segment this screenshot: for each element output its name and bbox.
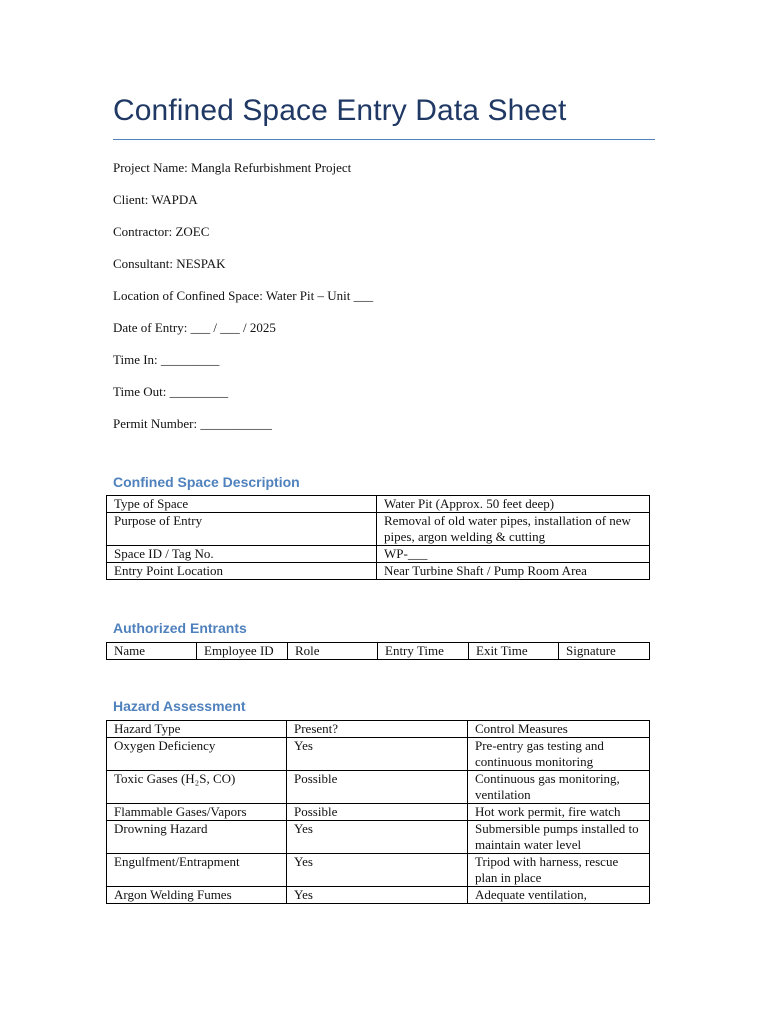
column-header: Exit Time [469, 643, 559, 660]
table-cell: Entry Point Location [107, 563, 377, 580]
column-header: Role [288, 643, 378, 660]
table-row [107, 546, 650, 563]
table-cell: Flammable Gases/Vapors [107, 804, 287, 821]
table-cell: Yes [287, 738, 468, 771]
table-cell: Near Turbine Shaft / Pump Room Area [377, 563, 650, 580]
table-cell: Possible [287, 771, 468, 804]
table-cell: Engulfment/Entrapment [107, 854, 287, 887]
table-row [107, 563, 650, 580]
table-row [107, 887, 650, 904]
title-underline [113, 139, 655, 140]
hazard-table [106, 720, 650, 904]
table-row [107, 771, 650, 804]
column-header: Name [107, 643, 197, 660]
column-header: Employee ID [197, 643, 288, 660]
table-cell: Tripod with harness, rescue plan in place [468, 854, 650, 887]
table-cell: Water Pit (Approx. 50 feet deep) [377, 496, 650, 513]
consultant-line: Consultant: NESPAK [113, 256, 226, 271]
table-cell: Yes [287, 821, 468, 854]
table-row [107, 738, 650, 771]
table-cell: Yes [287, 887, 468, 904]
project-name-line: Project Name: Mangla Refurbishment Project [113, 160, 352, 175]
table-cell: Drowning Hazard [107, 821, 287, 854]
table-cell: Adequate ventilation, [468, 887, 650, 904]
table-cell: Type of Space [107, 496, 377, 513]
location-line: Location of Confined Space: Water Pit – Unit ___ [113, 288, 374, 303]
table-cell: Argon Welding Fumes [107, 887, 287, 904]
table-cell: Pre-entry gas testing and continuous monitoring [468, 738, 650, 771]
entrants-heading: Authorized Entrants [113, 620, 247, 636]
table-cell: Yes [287, 854, 468, 887]
client-line: Client: WAPDA [113, 192, 198, 207]
column-header: Entry Time [378, 643, 469, 660]
table-header-row [107, 643, 650, 660]
table-cell: Hot work permit, fire watch [468, 804, 650, 821]
permit-number-line: Permit Number: ___________ [113, 416, 272, 431]
table-header-row [107, 721, 650, 738]
table-row [107, 513, 650, 546]
table-cell: Removal of old water pipes, installation of new pipes, argon welding & cutting [377, 513, 650, 546]
table-row [107, 821, 650, 854]
column-header: Present? [287, 721, 468, 738]
table-cell: WP-___ [377, 546, 650, 563]
hazard-heading: Hazard Assessment [113, 698, 246, 714]
column-header: Hazard Type [107, 721, 287, 738]
document-title: Confined Space Entry Data Sheet [113, 94, 567, 127]
table-cell: Purpose of Entry [107, 513, 377, 546]
column-header: Signature [559, 643, 650, 660]
table-cell: Oxygen Deficiency [107, 738, 287, 771]
table-row [107, 496, 650, 513]
table-cell: Continuous gas monitoring, ventilation [468, 771, 650, 804]
description-table [106, 495, 650, 580]
entrants-table [106, 642, 650, 660]
column-header: Control Measures [468, 721, 650, 738]
description-heading: Confined Space Description [113, 474, 300, 490]
date-of-entry-line: Date of Entry: ___ / ___ / 2025 [113, 320, 276, 335]
table-cell: Toxic Gases (H₂S, CO) [107, 771, 287, 804]
table-row [107, 804, 650, 821]
contractor-line: Contractor: ZOEC [113, 224, 210, 239]
time-out-line: Time Out: _________ [113, 384, 229, 399]
table-row [107, 854, 650, 887]
table-cell: Possible [287, 804, 468, 821]
table-cell: Submersible pumps installed to maintain water level [468, 821, 650, 854]
table-cell: Space ID / Tag No. [107, 546, 377, 563]
time-in-line: Time In: _________ [113, 352, 220, 367]
